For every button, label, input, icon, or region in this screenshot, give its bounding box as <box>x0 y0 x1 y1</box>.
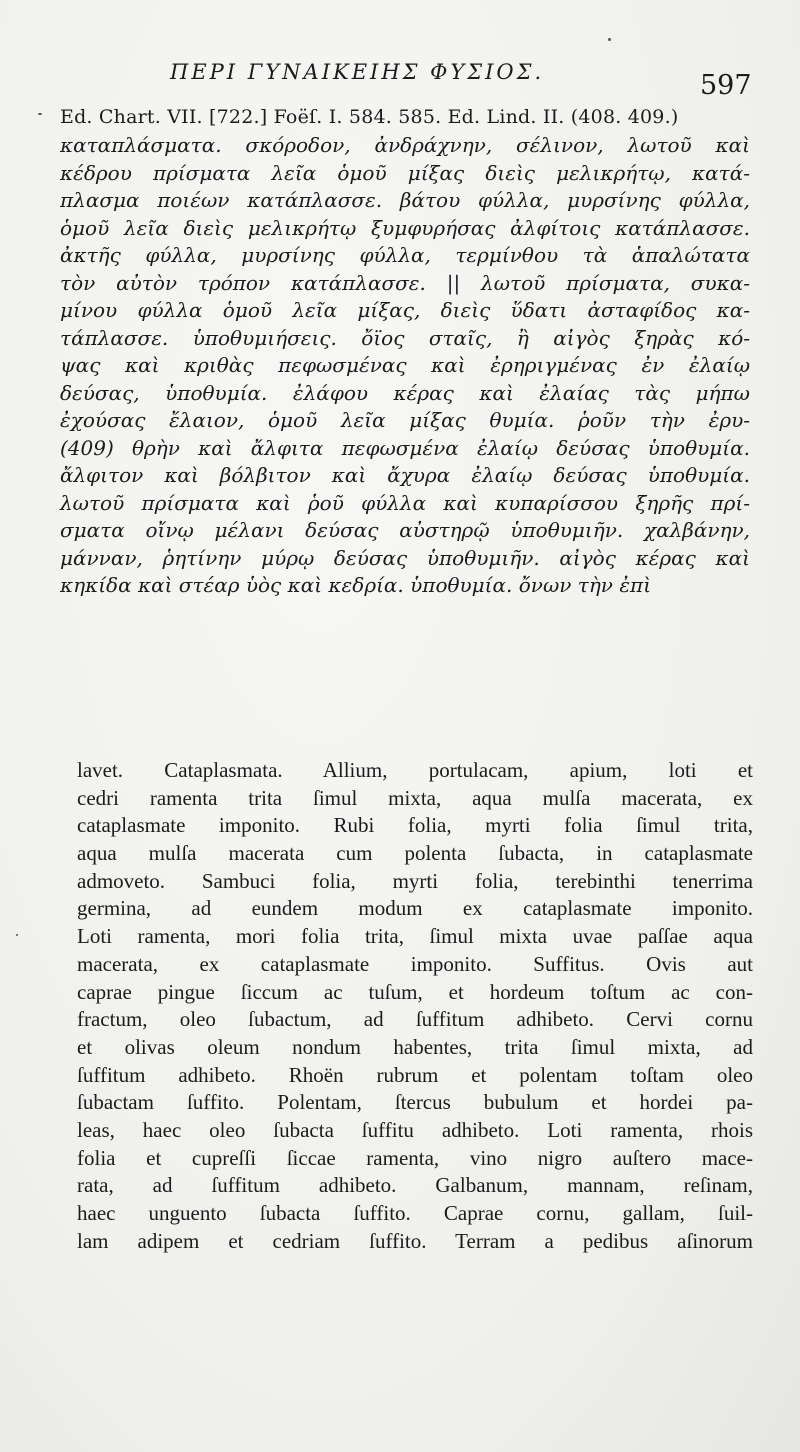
page-number: 597 <box>700 70 752 101</box>
greek-text-line: κέδρου πρίσματα λεῖα ὁμοῦ μίξας διεὶς μελικρήτῳ, κατά- <box>60 160 750 185</box>
edition-reference-line: Ed. Chart. VII. [722.] Foëſ. I. 584. 585. Ed. Lind. II. (408. 409.) <box>60 106 679 128</box>
ink-speck <box>16 934 18 936</box>
greek-text-line: τάπλασσε. ὑποθυμιήσεις. ὄϊος σταῖς, ἢ αἰγὸς ξηρὰς κό- <box>60 325 750 350</box>
latin-text-line: fractum, oleo ſubactum, ad ſuffitum adhibeto. Cervi cornu <box>77 1007 753 1032</box>
ink-speck <box>608 38 611 41</box>
greek-text-line: λωτοῦ πρίσματα καὶ ῥοῦ φύλλα καὶ κυπαρίσσου ξηρῆς πρί- <box>60 490 750 515</box>
latin-text-line: haec unguento ſubacta ſuffito. Caprae cornu, gallam, ſuil- <box>77 1201 753 1225</box>
latin-text-block <box>77 757 753 1255</box>
latin-text-line: ſuffitum adhibeto. Rhoën rubrum et polentam toſtam oleo <box>77 1062 753 1087</box>
greek-text-line: μάνναν, ῥητίνην μύρῳ δεύσας ὑποθυμιῆν. αἰγὸς κέρας καὶ <box>60 545 750 570</box>
latin-text-line: et olivas oleum nondum habentes, trita ſimul mixta, ad <box>77 1034 753 1059</box>
greek-text-line: μίνου φύλλα ὁμοῦ λεῖα μίξας, διεὶς ὕδατι ἀσταφίδος κα- <box>60 298 750 322</box>
greek-text-line: ἄλφιτον καὶ βόλβιτον καὶ ἄχυρα ἐλαίῳ δεύσας ὑποθυμία. <box>60 463 750 487</box>
greek-text-line: καταπλάσματα. σκόροδον, ἀνδράχνην, σέλινον, λωτοῦ καὶ <box>60 133 750 157</box>
latin-text-line: caprae pingue ſiccum ac tuſum, et hordeum toſtum ac con- <box>77 979 753 1004</box>
latin-text-line: lavet. Cataplasmata. Allium, portulacam, apium, loti et <box>77 758 753 782</box>
latin-text-line: folia et cupreſſi ſiccae ramenta, vino nigro auſtero mace- <box>77 1145 753 1170</box>
greek-text-line: ἀκτῆς φύλλα, μυρσίνης φύλλα, τερμίνθου τὰ ἁπαλώτατα <box>60 243 750 267</box>
greek-text-line: σματα οἴνῳ μέλανι δεύσας αὐστηρῷ ὑποθυμιῆν. χαλβάνην, <box>60 518 750 542</box>
greek-text-line: κηκίδα καὶ στέαρ ὑὸς καὶ κεδρία. ὑποθυμία. ὄνων τὴν ἐπὶ <box>60 573 652 597</box>
greek-text-line: τὸν αὐτὸν τρόπον κατάπλασσε. || λωτοῦ πρίσματα, συκα- <box>60 270 750 295</box>
greek-text-line: δεύσας, ὑποθυμία. ἐλάφου κέρας καὶ ἐλαίας τὰς μήπω <box>60 380 750 405</box>
latin-text-line: ſubactam ſuffito. Polentam, ſtercus bubulum et hordei pa- <box>77 1090 753 1115</box>
greek-text-line: ψας καὶ κριθὰς πεφωσμένας καὶ ἐρηριγμένας ἐν ἐλαίῳ <box>60 353 750 377</box>
greek-text-line: πλασμα ποιέων κατάπλασσε. βάτου φύλλα, μυρσίνης φύλλα, <box>60 188 750 212</box>
latin-text-line: Loti ramenta, mori folia trita, ſimul mixta uvae paſſae aqua <box>77 924 753 949</box>
latin-text-line: aqua mulſa macerata cum polenta ſubacta, in cataplasmate <box>77 841 753 866</box>
latin-text-line: rata, ad ſuffitum adhibeto. Galbanum, mannam, reſinam, <box>77 1173 753 1198</box>
greek-text-block <box>60 132 750 600</box>
greek-text-line: ἐχούσας ἔλαιον, ὁμοῦ λεῖα μίξας θυμία. ῥοῦν τὴν ἐρυ- <box>60 408 750 432</box>
latin-text-line: cataplasmate imponito. Rubi folia, myrti folia ſimul trita, <box>77 813 753 838</box>
greek-text-line: (409) θρὴν καὶ ἄλφιτα πεφωσμένα ἐλαίῳ δεύσας ὑποθυμία. <box>60 435 750 460</box>
latin-text-line: lam adipem et cedriam ſuffito. Terram a pedibus aſinorum <box>77 1228 753 1253</box>
latin-text-line: germina, ad eundem modum ex cataplasmate imponito. <box>77 896 753 921</box>
latin-text-line: macerata, ex cataplasmate imponito. Suffitus. Ovis aut <box>77 951 753 976</box>
greek-text-line: ὁμοῦ λεῖα διεὶς μελικρήτῳ ξυμφυρήσας ἀλφίτοις κατάπλασσε. <box>60 215 750 240</box>
ink-speck <box>38 113 42 115</box>
latin-text-line: admoveto. Sambuci folia, myrti folia, terebinthi tenerrima <box>77 868 753 893</box>
latin-text-line: leas, haec oleo ſubacta ſuffitu adhibeto. Loti ramenta, rhois <box>77 1117 753 1142</box>
latin-text-line: cedri ramenta trita ſimul mixta, aqua mulſa macerata, ex <box>77 785 753 810</box>
running-head-title: ΠΕΡΙ ΓΥΝΑΙΚΕΙΗΣ ΦΥΣΙΟΣ. <box>170 60 545 84</box>
